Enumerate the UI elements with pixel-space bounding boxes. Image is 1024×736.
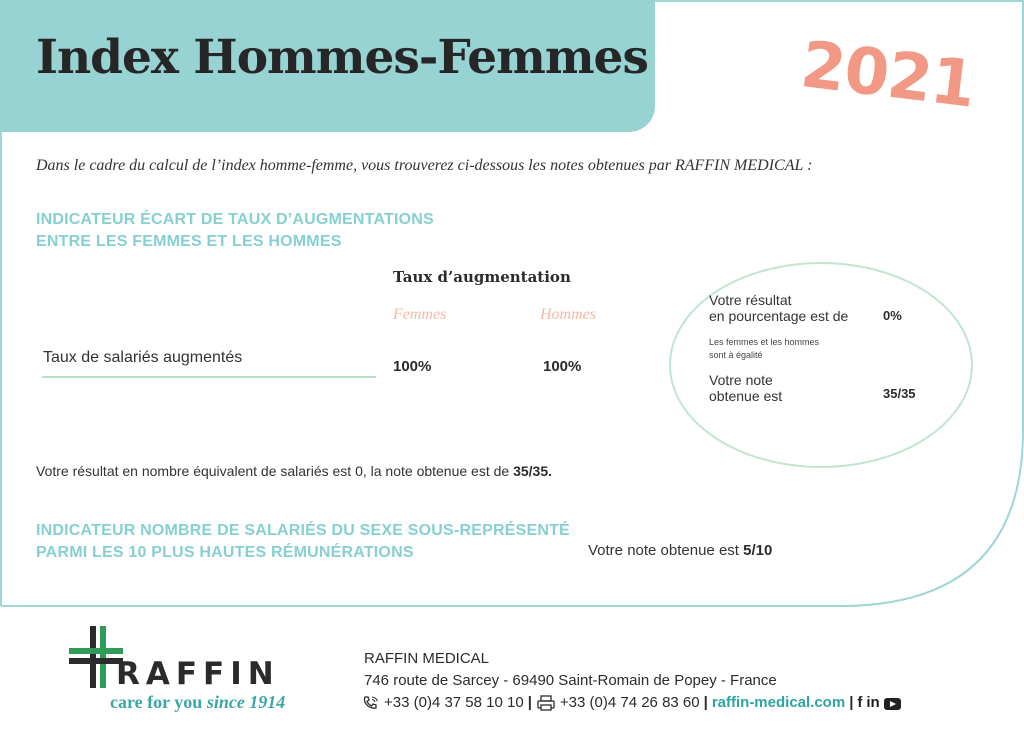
circle-equality-text (709, 336, 819, 362)
indicator2-title-line2: PARMI LES 10 PLUS HAUTES RÉMUNÉRATIONS (36, 544, 414, 561)
row-underline (42, 376, 376, 378)
fax-number: +33 (0)4 74 26 83 60 (559, 694, 700, 711)
linkedin-icon[interactable]: in (866, 694, 880, 711)
logo-wordmark: RAFFIN (116, 656, 280, 692)
youtube-icon[interactable] (884, 698, 901, 710)
circle-result-value: 0% (883, 308, 902, 323)
row-label: Taux de salariés augmentés (43, 349, 243, 366)
column-hommes: Hommes (540, 306, 596, 323)
indicator1-summary (36, 463, 552, 479)
circle-equality-line2: sont à égalité (709, 350, 763, 360)
result-circle (669, 262, 973, 468)
circle-result-line1: Votre résultat (709, 292, 792, 308)
column-femmes: Femmes (393, 306, 447, 323)
circle-equality-line1: Les femmes et les hommes (709, 337, 820, 347)
value-femmes: 100% (393, 358, 432, 375)
facebook-icon[interactable]: f (857, 694, 863, 711)
separator: | (849, 694, 854, 711)
fax-icon (536, 695, 556, 711)
circle-note-value: 35/35 (883, 386, 916, 401)
phone-icon (362, 695, 380, 711)
circle-note-label (709, 372, 782, 404)
value-hommes: 100% (543, 358, 582, 375)
page-title: Index Hommes-Femmes (36, 30, 648, 85)
year-label: 2021 (796, 28, 979, 123)
indicator1-title (36, 209, 434, 253)
indicator2-note (588, 542, 772, 559)
indicator1-title-line2: ENTRE LES FEMMES ET LES HOMMES (36, 233, 342, 250)
company-name: RAFFIN MEDICAL (364, 650, 490, 667)
phone-number[interactable]: +33 (0)4 37 58 10 10 (384, 694, 524, 711)
separator: | (703, 694, 708, 711)
logo-tagline (110, 692, 285, 713)
indicator1-title-line1: INDICATEUR ÉCART DE TAUX D’AUGMENTATIONS (36, 211, 434, 228)
raffin-logo (66, 624, 316, 714)
indicator2-note-value: 5/10 (743, 542, 773, 559)
logo-tagline-a: care for you (110, 692, 207, 712)
intro-text: Dans le cadre du calcul de l’index homme-femme, vous trouverez ci-dessous les notes obtenues par RAFFIN MEDICAL : (36, 157, 813, 174)
circle-result-line2: en pourcentage est de (709, 308, 849, 324)
contact-line (362, 694, 901, 711)
separator: | (527, 694, 532, 711)
summary-value: 35/35. (513, 463, 553, 479)
website-link[interactable]: raffin-medical.com (711, 694, 846, 711)
circle-result-label (709, 292, 848, 324)
company-address: 746 route de Sarcey - 69490 Saint-Romain de Popey - France (364, 672, 777, 689)
indicator2-note-text: Votre note obtenue est (588, 542, 744, 559)
table-heading: Taux d’augmentation (393, 268, 571, 286)
circle-note-line1: Votre note (709, 372, 773, 388)
circle-note-line2: obtenue est (709, 388, 783, 404)
logo-tagline-b: since 1914 (206, 692, 286, 712)
summary-text: Votre résultat en nombre équivalent de salariés est 0, la note obtenue est de (36, 463, 514, 479)
indicator2-title (36, 520, 570, 564)
indicator2-title-line1: INDICATEUR NOMBRE DE SALARIÉS DU SEXE SOUS-REPRÉSENTÉ (36, 522, 570, 539)
